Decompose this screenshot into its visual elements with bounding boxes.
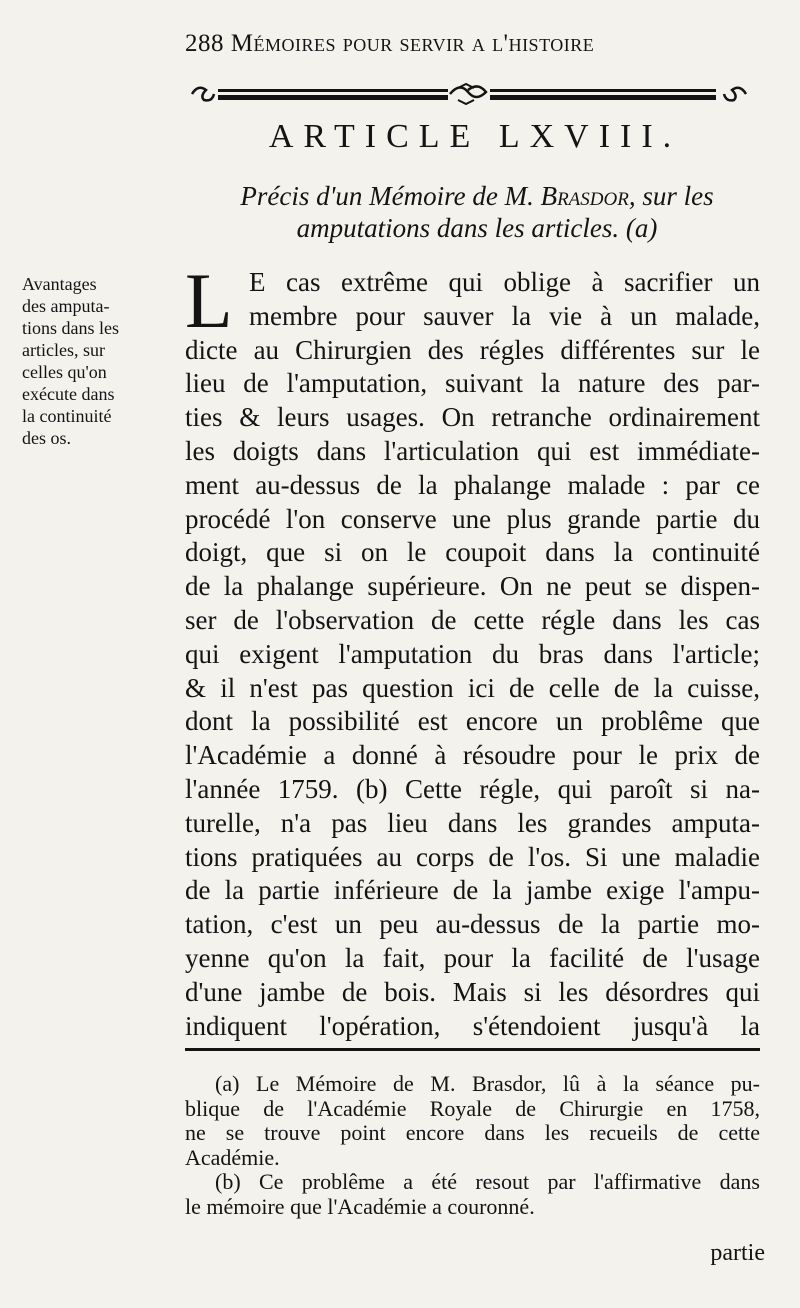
author-name: Brasdor — [540, 181, 629, 211]
margin-note-line: exécute dans — [22, 384, 115, 404]
page-header — [185, 30, 745, 58]
drop-cap: L — [185, 257, 233, 344]
text-line: de la partie inférieure de la jambe exige l'ampu- — [185, 875, 760, 906]
margin-note-line: des os. — [22, 428, 71, 448]
text-line: lieu de l'amputation, suivant la nature des par- — [185, 368, 760, 399]
margin-note-line: celles qu'on — [22, 362, 107, 382]
footnotes — [185, 1072, 760, 1219]
body-text — [185, 257, 760, 1043]
text-line: l'Académie a donné à résoudre pour le prix de — [185, 740, 760, 771]
footnote-line: (a) Le Mémoire de M. Brasdor, lû à la séance pu- — [215, 1071, 760, 1096]
article-subtitle — [182, 180, 772, 244]
subtitle-part-b: , sur les — [628, 181, 714, 211]
article-title: ARTICLE LXVIII. — [268, 118, 682, 155]
text-line: ser de l'observation de cette régle dans les cas — [185, 604, 760, 635]
page-number: 288 — [185, 30, 224, 57]
footnote-rule — [185, 1046, 760, 1054]
footnote-line: ne se trouve point encore dans les recueils de cette — [185, 1120, 760, 1145]
text-line: membre pour sauver la vie à un malade, — [249, 300, 760, 331]
text-line: dicte au Chirurgien des régles différentes sur le — [185, 334, 760, 365]
footnote-line: blique de l'Académie Royale de Chirurgie en 1758, — [185, 1095, 760, 1121]
subtitle-line-2: amputations dans les articles. (a) — [296, 213, 658, 243]
text-line: E cas extrême qui oblige à sacrifier un — [249, 267, 760, 297]
text-line: d'une jambe de bois. Mais si les désordres qui — [185, 976, 760, 1007]
running-title: Mémoires pour servir a l'histoire — [230, 30, 595, 57]
text-line: de la phalange supérieure. On ne peut se dispen- — [185, 571, 760, 602]
text-line: indiquent l'opération, s'étendoient jusqu'à la — [185, 1010, 760, 1041]
footnote-a — [185, 1072, 760, 1170]
margin-note — [22, 273, 182, 449]
margin-note-line: tions dans les — [22, 318, 119, 338]
subtitle-part-a: Précis d'un Mémoire de M. — [240, 181, 541, 211]
footnote-b — [185, 1170, 760, 1219]
text-line: tation, c'est un peu au-dessus de la partie mo- — [185, 909, 760, 940]
ornamental-rule — [188, 80, 750, 108]
text-line: doigt, que si on le coupoit dans la continuité — [185, 537, 760, 568]
footnote-line: le mémoire que l'Académie a couronné. — [185, 1193, 535, 1219]
text-line: yenne qu'on la fait, pour la facilité de l'usage — [185, 942, 760, 973]
catchword: partie — [710, 1240, 765, 1266]
text-line: l'année 1759. (b) Cette régle, qui paroît si na- — [185, 773, 760, 804]
text-line: procédé l'on conserve une plus grande partie du — [185, 503, 760, 534]
margin-note-line: la continuité — [22, 406, 112, 426]
text-line: ties & leurs usages. On retranche ordinairement — [185, 402, 760, 433]
margin-note-line: Avantages — [22, 274, 97, 294]
text-line: qui exigent l'amputation du bras dans l'article; — [185, 638, 760, 669]
text-line: & il n'est pas question ici de celle de la cuisse, — [185, 672, 760, 703]
text-line: turelle, n'a pas lieu dans les grandes amputa- — [185, 807, 760, 838]
footnote-line: (b) Ce problême a été resout par l'affirmative dans — [215, 1169, 760, 1194]
text-line: dont la possibilité est encore un problême que — [185, 706, 760, 737]
margin-note-line: articles, sur — [22, 340, 105, 360]
footnote-line: Académie. — [185, 1144, 280, 1170]
margin-note-line: des amputa- — [22, 296, 110, 316]
text-line: ment au-dessus de la phalange malade : par ce — [185, 469, 760, 500]
text-line: les doigts dans l'articulation qui est immédiate- — [185, 435, 760, 466]
text-line: tions pratiquées au corps de l'os. Si une maladie — [185, 841, 760, 872]
